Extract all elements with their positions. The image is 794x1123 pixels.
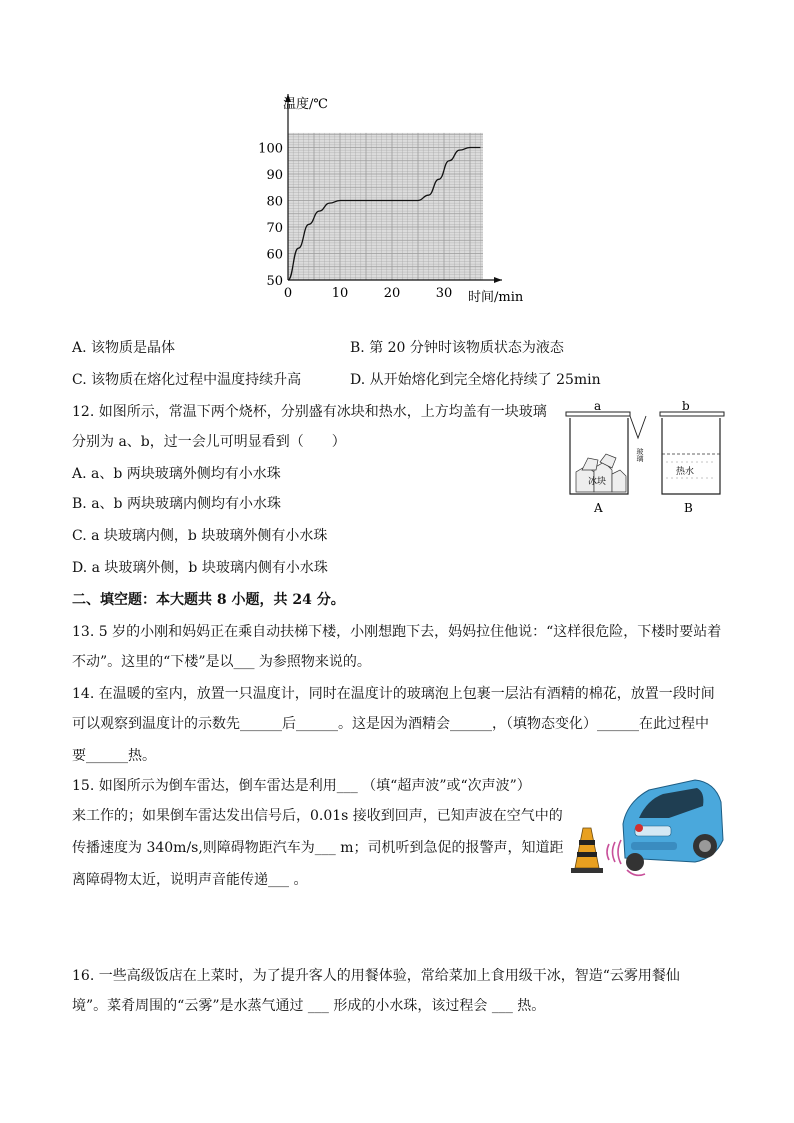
q15-line4: 离障碍物太近，说明声音能传递___ 。	[72, 872, 308, 888]
q15-line2: 来工作的；如果倒车雷达发出信号后，0.01s 接收到回声，已知声波在空气中的	[72, 808, 563, 824]
q12-option-c: C. a 块玻璃内侧，b 块玻璃外侧有小水珠	[72, 528, 328, 544]
temperature-time-chart	[250, 88, 550, 310]
hot-water-text: 热水	[676, 467, 695, 477]
glass-pointer	[630, 416, 646, 438]
traffic-cone-icon	[571, 828, 603, 873]
y-tick-label: 80	[266, 194, 283, 210]
glass-text: 玻璃	[636, 448, 644, 462]
q12-option-a: A. a、b 两块玻璃外侧均有小水珠	[72, 466, 281, 482]
y-tick-label: 50	[266, 274, 283, 289]
label-b: b	[682, 400, 690, 413]
y-tick-label: 60	[266, 247, 283, 263]
label-B: B	[684, 501, 693, 515]
x-tick-label: 0	[283, 286, 293, 301]
x-axis-arrow	[494, 277, 502, 283]
glass-plate-b	[660, 412, 724, 416]
chart-grid	[288, 133, 483, 280]
y-tick-label: 70	[266, 221, 283, 236]
beakers-figure	[560, 400, 730, 518]
q12-stem-line1: 12. 如图所示，常温下两个烧杯，分别盛有冰块和热水，上方均盖有一块玻璃	[72, 404, 547, 420]
y-tick-label: 90	[266, 168, 283, 183]
section-heading: 二、填空题：本大题共 8 小题，共 24 分。	[72, 592, 345, 608]
q16-line2: 境”。菜肴周围的“云雾”是水蒸气通过 ___ 形成的小水珠，该过程会 ___ 热。	[72, 998, 546, 1014]
q12-stem-line2: 分别为 a、b，过一会儿可明显看到（ ）	[72, 434, 346, 450]
q13-line1: 13. 5 岁的小刚和妈妈正在乘自动扶梯下楼，小刚想跑下去，妈妈拉住他说：“这样很危险，下楼时要站着	[72, 624, 722, 640]
q16-line1: 16. 一些高级饭店在上菜时，为了提升客人的用餐体验，常给菜加上食用级干冰，智造“云雾用餐仙	[72, 968, 680, 984]
q12-option-d: D. a 块玻璃外侧，b 块玻璃内侧有小水珠	[72, 560, 328, 576]
chart-y-label: 温度/℃	[283, 97, 328, 112]
q11-option-d: D. 从开始熔化到完全熔化持续了 25min	[350, 372, 601, 388]
chart-x-label: 时间/min	[468, 290, 524, 305]
q11-option-b: B. 第 20 分钟时该物质状态为液态	[350, 340, 564, 356]
q13-line2: 不动”。这里的“下楼”是以___ 为参照物来说的。	[72, 654, 371, 670]
label-a: a	[594, 400, 602, 413]
x-tick-label: 20	[383, 286, 401, 301]
x-tick-label: 10	[331, 286, 349, 301]
ice-text: 冰块	[588, 477, 607, 487]
q15-line3: 传播速度为 340m/s,则障碍物距汽车为___ m；司机听到急促的报警声，知道距	[72, 840, 564, 856]
beaker-b	[662, 418, 720, 494]
q11-option-a: A. 该物质是晶体	[72, 340, 176, 356]
label-A: A	[594, 501, 603, 515]
q11-option-c: C. 该物质在熔化过程中温度持续升高	[72, 372, 302, 388]
x-tick-label: 30	[435, 286, 453, 301]
q15-line1: 15. 如图所示为倒车雷达，倒车雷达是利用___ （填“超声波”或“次声波”）	[72, 778, 531, 794]
q14-line3: 要______热。	[72, 748, 156, 764]
car-icon	[623, 780, 723, 871]
reversing-radar-figure	[565, 772, 725, 882]
q12-option-b: B. a、b 两块玻璃内侧均有小水珠	[72, 496, 281, 512]
q14-line1: 14. 在温暖的室内，放置一只温度计，同时在温度计的玻璃泡上包裹一层沾有酒精的棉花，放置一段时间	[72, 686, 715, 702]
q14-line2: 可以观察到温度计的示数先______后______。这是因为酒精会______，（填物态变化）______在此过程中	[72, 716, 709, 732]
y-tick-label: 100	[258, 141, 283, 157]
